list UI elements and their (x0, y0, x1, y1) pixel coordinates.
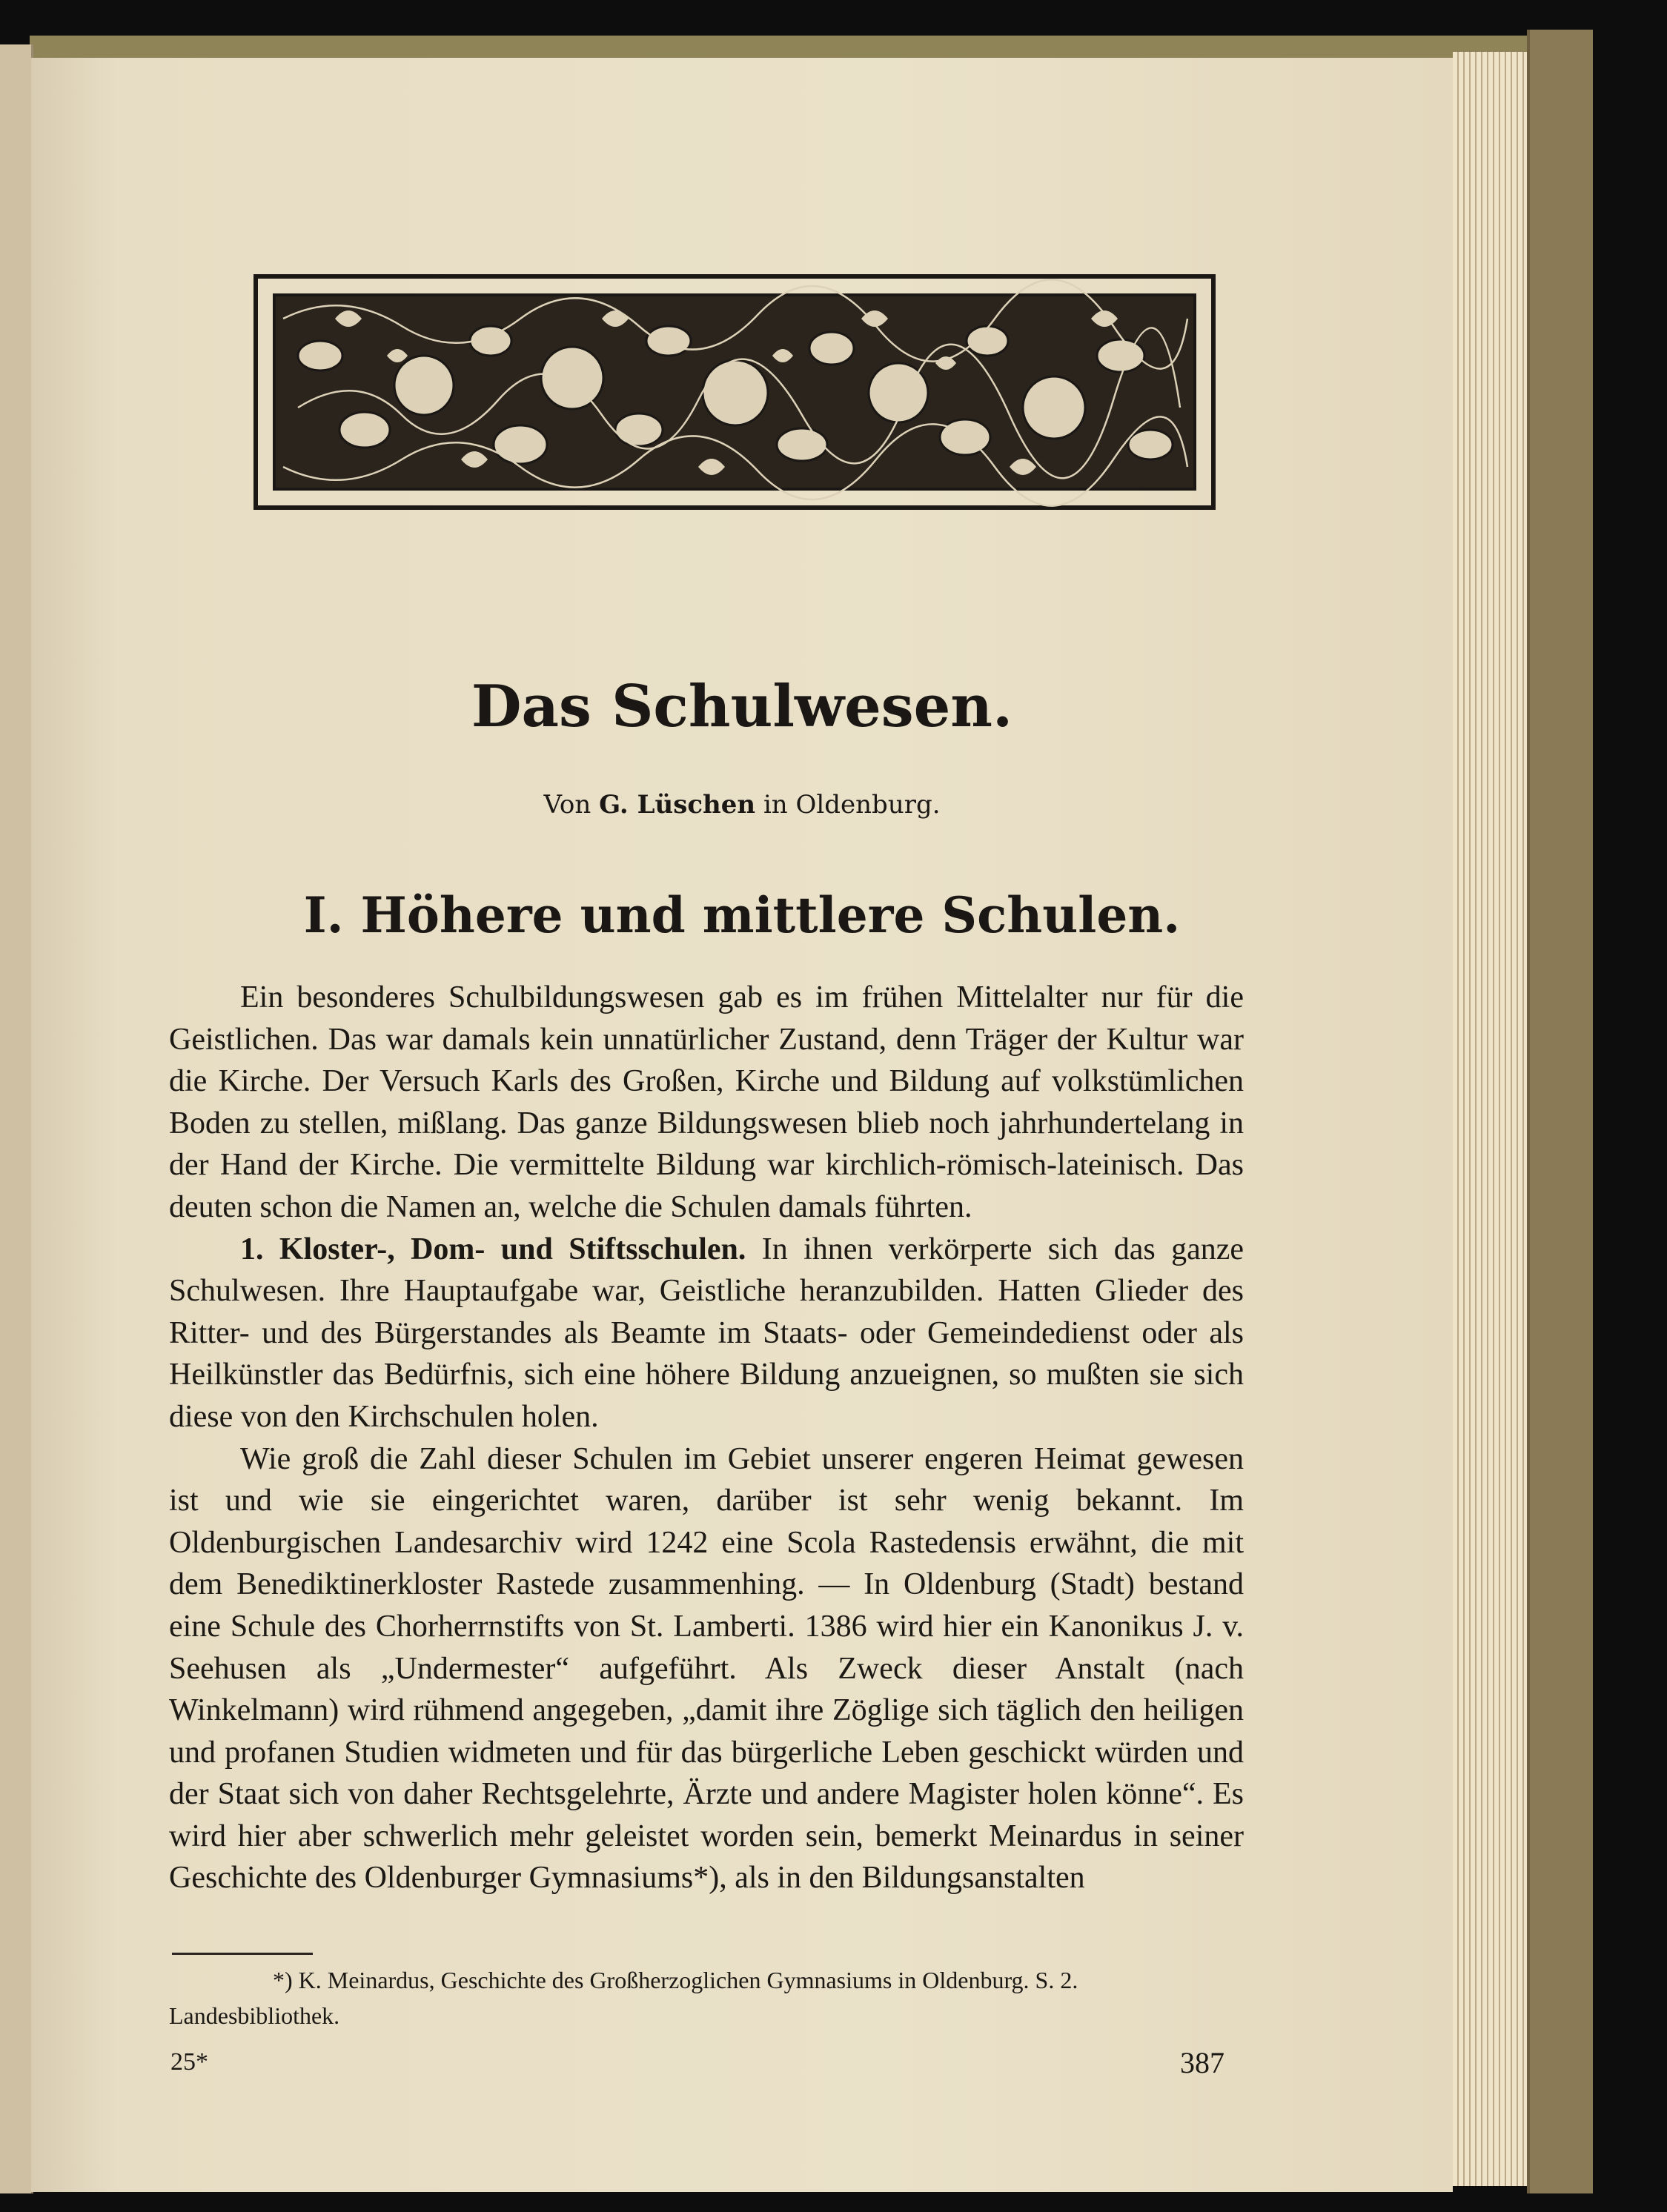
section-heading: I. Höhere und mittlere Schulen. (303, 886, 1181, 944)
author-byline (31, 790, 1453, 820)
footnote-rule (172, 1953, 313, 1955)
book-cover-top (30, 36, 1586, 58)
paragraph-intro: Ein besonderes Schulbildungswesen gab es im frühen Mittelalter nur für die Geistlichen. Das war damals kein unnatürlicher Zustand, denn Träger der Kultur war die Kirche. Der Versuch Karls des Großen, Kirche und Bildung auf volkstümlichen Boden zu stellen, mißlang. Das ganze Bildungswesen blieb noch jahrhundertelang in der Hand der Kirche. Die vermittelte Bildung war kirchlich-römisch-lateinisch. Das deuten schon die Namen an, welche die Schulen damals führten. (169, 980, 1244, 1224)
footnote: *) K. Meinardus, Geschichte des Großherzoglichen Gymnasiums in Oldenburg. S. 2. Landesbibliothek. (169, 1967, 1078, 2029)
page-number: 387 (1180, 2046, 1224, 2079)
body-text (169, 977, 1244, 1899)
chapter-title: Das Schulwesen. (471, 673, 1013, 740)
paragraph-subsection (169, 1229, 1244, 1438)
signature-mark: 25* (170, 2048, 208, 2076)
paragraph-history: Wie groß die Zahl dieser Schulen im Gebiet unserer engeren Heimat gewesen ist und wie sie eingerichtet waren, darüber ist sehr wenig bekannt. Im Oldenburgischen Landesarchiv wird 1242 eine Scola Rastedensis erwähnt, die mit dem Benediktinerkloster Rastede zusammenhing. — In Oldenburg (Stadt) bestand eine Schule des Chorherrnstifts von St. Lamberti. 1386 wird hier ein Kanonikus J. v. Seehusen als „Undermester“ aufgeführt. Als Zweck dieser Anstalt (nach Winkelmann) wird rühmend angegeben, „damit ihre Zöglige sich täglich den heiligen und profanen Studien widmeten und für das bürgerliche Leben geschickt würden und der Staat sich von daher Rechtsgelehrte, Ärzte und andere Magister holen könne“. Es wird hier aber schwerlich mehr geleistet worden sein, bemerkt Meinardus in seiner Geschichte des Oldenburger Gymnasiums*), als in den Bildungsanstalten (169, 1441, 1244, 1896)
byline-author: G. Lüschen (599, 790, 756, 820)
floral-ornament-border (253, 274, 1216, 510)
book-page (31, 58, 1453, 2192)
byline-prefix: Von (543, 790, 591, 820)
subsection-heading: 1. Kloster-, Dom- und Stiftsschulen. (240, 1232, 746, 1266)
facing-page-edge (0, 44, 33, 2193)
byline-suffix: in Oldenburg. (763, 790, 941, 820)
book-cover-right (1527, 30, 1593, 2193)
subsection-text: In ihnen verkörperte sich das ganze Schulwesen. Ihre Hauptaufgabe war, Geistliche heranzubilden. Hatten Glieder des Ritter- und des Bürgerstandes als Beamte im Staats- oder Gemeindedienst oder als Heilkünstler das Bedürfnis, sich eine höhere Bildung anzueignen, so mußten sie sich diese von den Kirchschulen holen. (169, 1232, 1245, 1434)
page-block-edge (1453, 52, 1527, 2186)
